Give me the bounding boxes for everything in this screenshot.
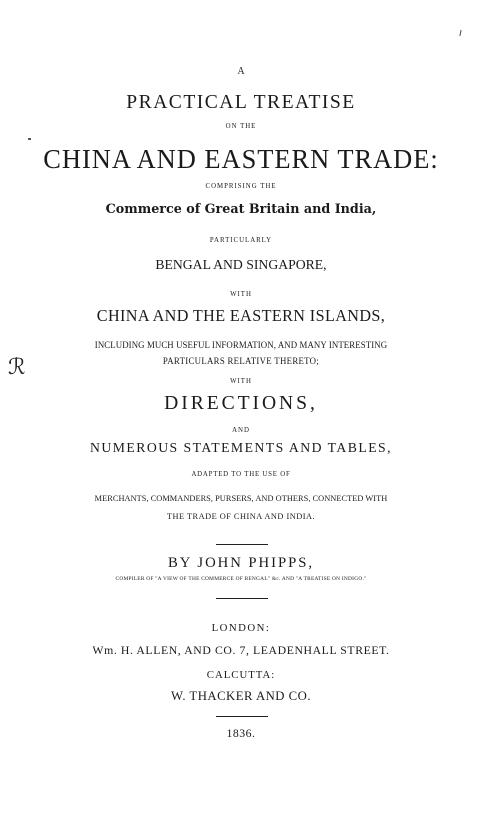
london: LONDON: [211,622,271,634]
compiler-line: COMPILER OF "A VIEW OF THE COMMERCE OF BENGAL" &c. AND "A TREATISE ON INDIGO." [115,576,367,582]
with-1: WITH [230,290,252,298]
title-line-1: PRACTICAL TREATISE [126,91,356,113]
commerce-line: Commerce of Great Britain and India, [105,202,377,217]
bengal-singapore: BENGAL AND SINGAPORE, [155,258,327,273]
merchants-line: MERCHANTS, COMMANDERS, PURSERS, AND OTHERS, CONNECTED WITH [94,493,388,503]
title-line-2: CHINA AND EASTERN TRADE: [43,144,439,174]
with-2: WITH [230,377,252,385]
publisher-calcutta: W. THACKER AND CO. [170,688,312,703]
adapted-to: ADAPTED TO THE USE OF [191,470,291,478]
divider-3 [216,716,268,717]
author: BY JOHN PHIPPS, [168,555,314,571]
divider-1 [216,544,268,545]
statements-tables: NUMEROUS STATEMENTS AND TABLES, [89,441,393,456]
scan-speck-left [28,138,31,140]
article-a: A [237,66,245,77]
directions: DIRECTIONS, [164,392,318,414]
trade-line: THE TRADE OF CHINA AND INDIA. [166,511,316,521]
calcutta: CALCUTTA: [206,669,276,681]
including-line: INCLUDING MUCH USEFUL INFORMATION, AND MANY INTERESTING [94,340,388,350]
and: AND [232,426,250,434]
divider-2 [216,598,268,599]
year: 1836. [226,726,256,740]
comprising-the: COMPRISING THE [205,182,277,190]
particulars-line: PARTICULARS RELATIVE THERETO; [162,356,320,366]
margin-handwritten-mark: ℛ [8,354,26,379]
particularly: PARTICULARLY [209,236,273,244]
on-the: ON THE [225,122,257,130]
publisher-london: Wm. H. ALLEN, AND CO. 7, LEADENHALL STREET. [92,643,390,657]
china-eastern-islands: CHINA AND THE EASTERN ISLANDS, [96,306,386,325]
scan-speck-top-right [459,30,461,36]
